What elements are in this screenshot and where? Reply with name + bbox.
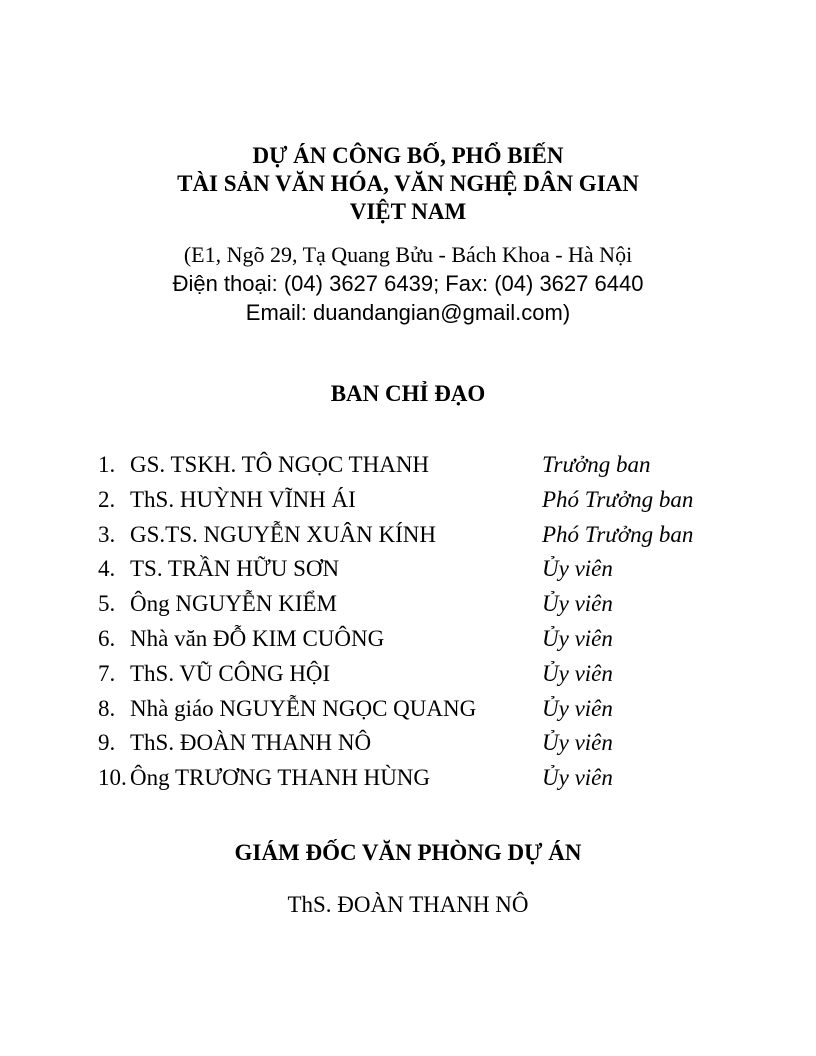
member-name: GS.TS. NGUYỄN XUÂN KÍNH xyxy=(130,521,437,547)
member-name: Ông TRƯƠNG THANH HÙNG xyxy=(130,765,431,791)
project-director-heading: GIÁM ĐỐC VĂN PHÒNG DỰ ÁN xyxy=(234,840,582,865)
member-name: GS. TSKH. TÔ NGỌC THANH xyxy=(130,452,430,477)
project-director-name: ThS. ĐOÀN THANH NÔ xyxy=(287,892,529,917)
member-number: 2. xyxy=(98,486,116,512)
contact-address: (E1, Ngõ 29, Tạ Quang Bửu - Bách Khoa - Hà Nội xyxy=(183,242,633,267)
steering-committee-heading: BAN CHỈ ĐẠO xyxy=(330,381,486,406)
committee-member-row xyxy=(98,554,738,589)
member-name: ThS. HUỲNH VĨNH ÁI xyxy=(130,486,356,512)
member-number: 9. xyxy=(98,730,116,756)
committee-member-row xyxy=(98,624,738,659)
committee-member-row xyxy=(98,694,738,729)
committee-member-row xyxy=(98,520,738,555)
member-name: ThS. VŨ CÔNG HỘI xyxy=(130,660,331,686)
project-title xyxy=(0,142,816,226)
committee-member-row xyxy=(98,450,738,485)
member-role: Ủy viên xyxy=(542,660,613,686)
project-title-line-2: TÀI SẢN VĂN HÓA, VĂN NGHỆ DÂN GIAN xyxy=(177,171,639,196)
member-role: Ủy viên xyxy=(542,695,613,721)
member-number: 3. xyxy=(98,521,116,547)
member-name: Nhà giáo NGUYỄN NGỌC QUANG xyxy=(130,695,477,721)
steering-committee-list xyxy=(98,450,738,798)
member-role: Phó Trưởng ban xyxy=(542,486,694,512)
member-name: TS. TRẦN HỮU SƠN xyxy=(130,556,340,582)
member-number: 8. xyxy=(98,695,116,721)
member-role: Ủy viên xyxy=(542,625,613,651)
member-name: Ông NGUYỄN KIỂM xyxy=(130,591,337,617)
member-role: Phó Trưởng ban xyxy=(542,521,694,547)
member-role: Trưởng ban xyxy=(542,452,651,477)
member-role: Ủy viên xyxy=(542,730,613,756)
member-number: 5. xyxy=(98,591,116,617)
committee-member-row xyxy=(98,485,738,520)
project-title-line-3: VIỆT NAM xyxy=(349,199,467,224)
project-title-line-1: DỰ ÁN CÔNG BỐ, PHỔ BIẾN xyxy=(252,143,564,168)
committee-member-row xyxy=(98,763,738,798)
member-role: Ủy viên xyxy=(542,591,613,617)
member-role: Ủy viên xyxy=(542,765,613,791)
contact-phone-fax: Điện thoại: (04) 3627 6439; Fax: (04) 3627 6440 xyxy=(172,271,644,296)
member-number: 1. xyxy=(98,452,116,477)
contact-email: Email: duandangian@gmail.com) xyxy=(245,300,571,325)
committee-member-row xyxy=(98,589,738,624)
committee-member-row xyxy=(98,659,738,694)
contact-info xyxy=(0,240,816,327)
member-number: 6. xyxy=(98,625,116,651)
committee-member-row xyxy=(98,728,738,763)
member-number: 10. xyxy=(98,765,127,791)
member-number: 4. xyxy=(98,556,116,582)
member-role: Ủy viên xyxy=(542,556,613,582)
member-number: 7. xyxy=(98,660,116,686)
member-name: Nhà văn ĐỖ KIM CUÔNG xyxy=(130,625,385,651)
member-name: ThS. ĐOÀN THANH NÔ xyxy=(130,730,372,756)
